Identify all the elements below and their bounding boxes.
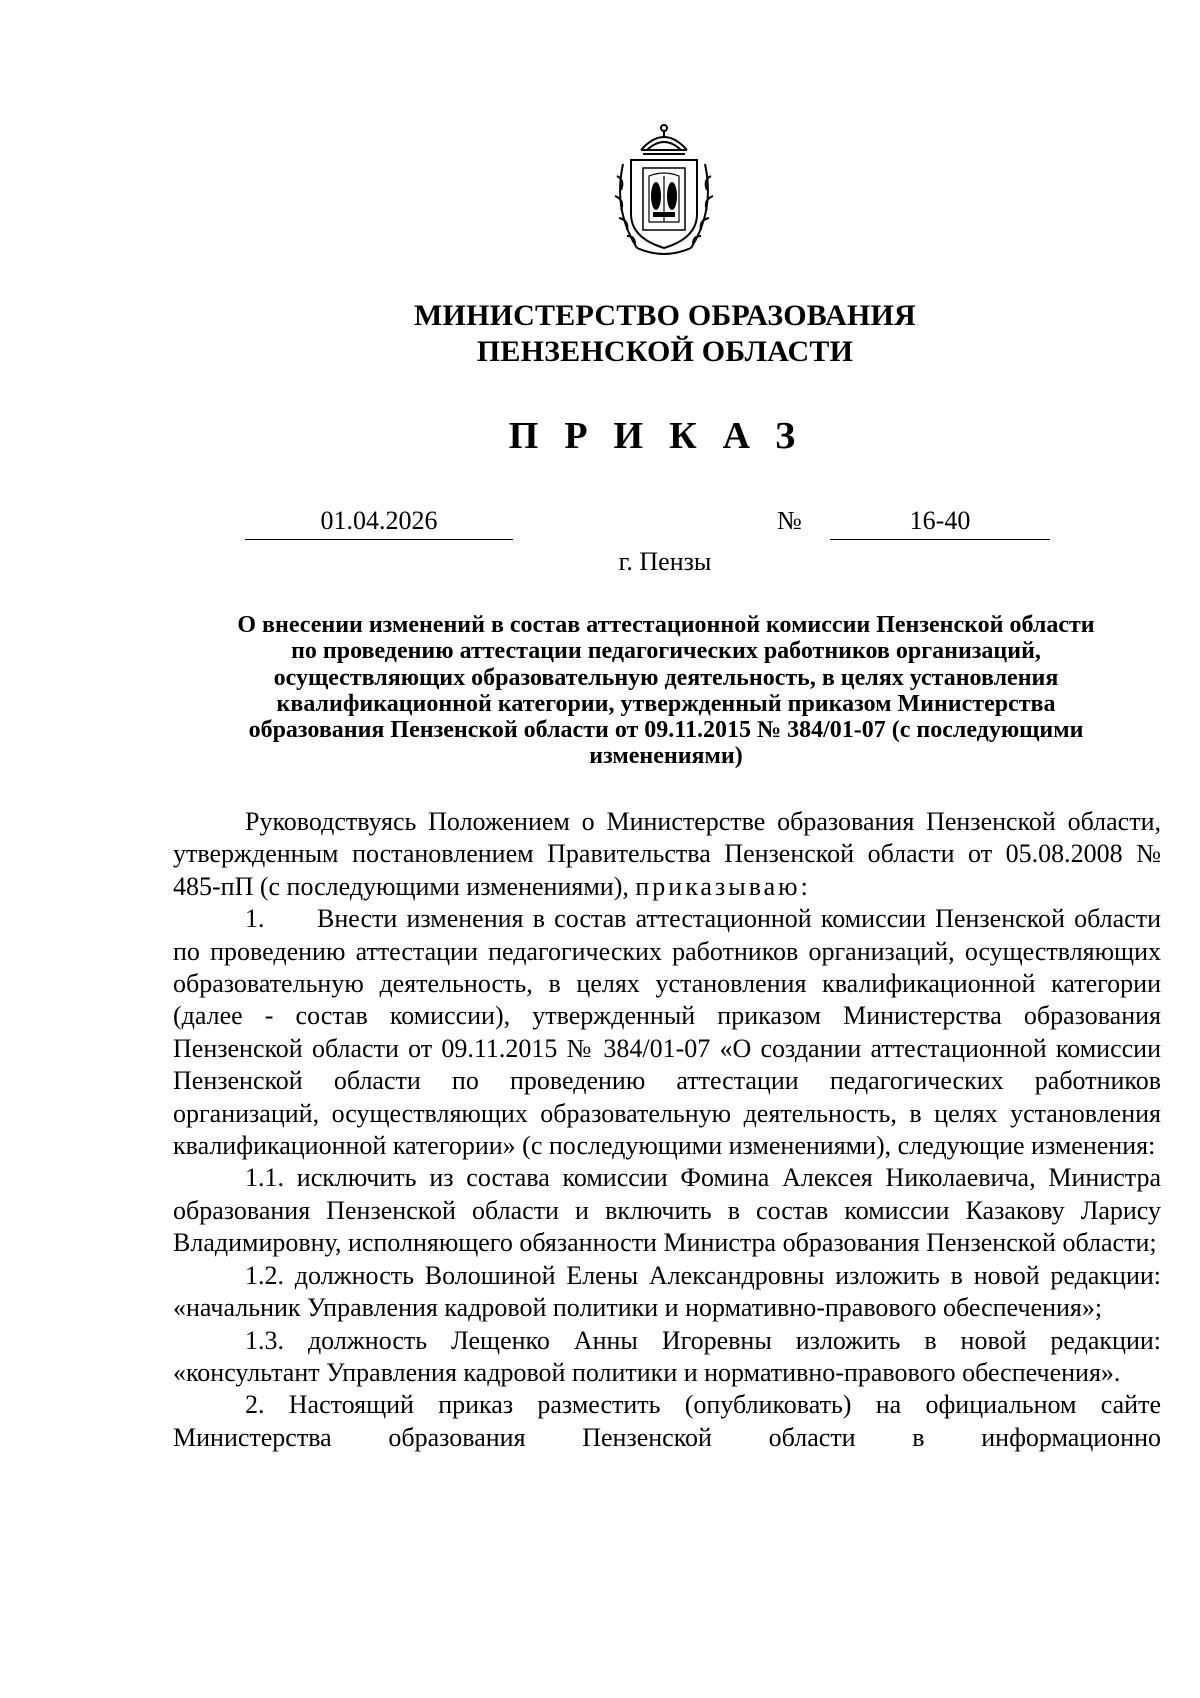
item-1-number: 1. (245, 904, 265, 934)
order-subject (186, 612, 1146, 770)
preamble-text: Руководствуясь Положением о Министерстве образования Пензенской области, утвержденным постановлением Правительства Пензенской области от 05.08.2008 № 485-пП (с последующими изменениями), (173, 807, 1161, 901)
item-1-2-paragraph: 1.2. должность Волошиной Елены Александровны изложить в новой редакции: «начальник Управления кадровой политики и нормативно-правового обеспечения»; (173, 1260, 1161, 1323)
item-1-1-paragraph: 1.1. исключить из состава комиссии Фомина Алексея Николаевича, Министра образования Пензенской области и включить в состав комиссии Казакову Ларису Владимировну, исполняющего обязанности Министра образования Пензенской области; (173, 1163, 1161, 1258)
order-word: приказываю: (635, 871, 811, 901)
order-number: 16-40 (830, 503, 1050, 540)
item-1-text: Внести изменения в состав аттестационной комиссии Пензенской области по проведению аттестации педагогических работников организаций, осуществляющих образовательную деятельность, в целях установления квалификационной категории (далее - состав комиссии), утвержденный приказом Министерства образования Пензенской области от 09.11.2015 № 384/01-07 «О создании аттестационной комиссии Пензенской области по проведению аттестации педагогических работников организаций, осуществляющих образовательную деятельность, в целях установления квалификационной категории» (с последующими изменениями), следующие изменения: (173, 904, 1161, 1161)
subject-line: образования Пензенской области от 09.11.2015 № 384/01-07 (с последующими (248, 717, 1084, 744)
penza-coat-of-arms-icon (607, 120, 721, 260)
document-type-title: ПРИКАЗ (508, 415, 822, 457)
subject-line: изменениями) (589, 743, 743, 770)
organization-name-line-2: ПЕНЗЕНСКОЙ ОБЛАСТИ (476, 335, 854, 368)
item-1-3-paragraph: 1.3. должность Лещенко Анны Игоревны изложить в новой редакции: «консультант Управления кадровой политики и нормативно-правового обеспечения». (173, 1325, 1161, 1387)
order-date: 01.04.2026 (245, 503, 513, 540)
order-body (173, 806, 1161, 1454)
number-sign: № (777, 506, 802, 535)
subject-line: О внесении изменений в состав аттестационной комиссии Пензенской области (237, 612, 1095, 638)
subject-line: квалификационной категории, утвержденный приказом Министерства (276, 690, 1056, 717)
organization-name-line-1: МИНИСТЕРСТВО ОБРАЗОВАНИЯ (414, 299, 916, 332)
subject-line: по проведению аттестации педагогических работников организаций, (291, 638, 1041, 665)
issue-city: г. Пензы (618, 547, 712, 576)
item-1-paragraph (173, 903, 1161, 1162)
subject-line: осуществляющих образовательную деятельность, в целях установления (273, 664, 1059, 691)
item-2-paragraph: 2. Настоящий приказ разместить (опубликовать) на официальном сайте Министерства образования Пензенской области в информационно (173, 1390, 1161, 1452)
preamble-paragraph (173, 806, 1161, 903)
